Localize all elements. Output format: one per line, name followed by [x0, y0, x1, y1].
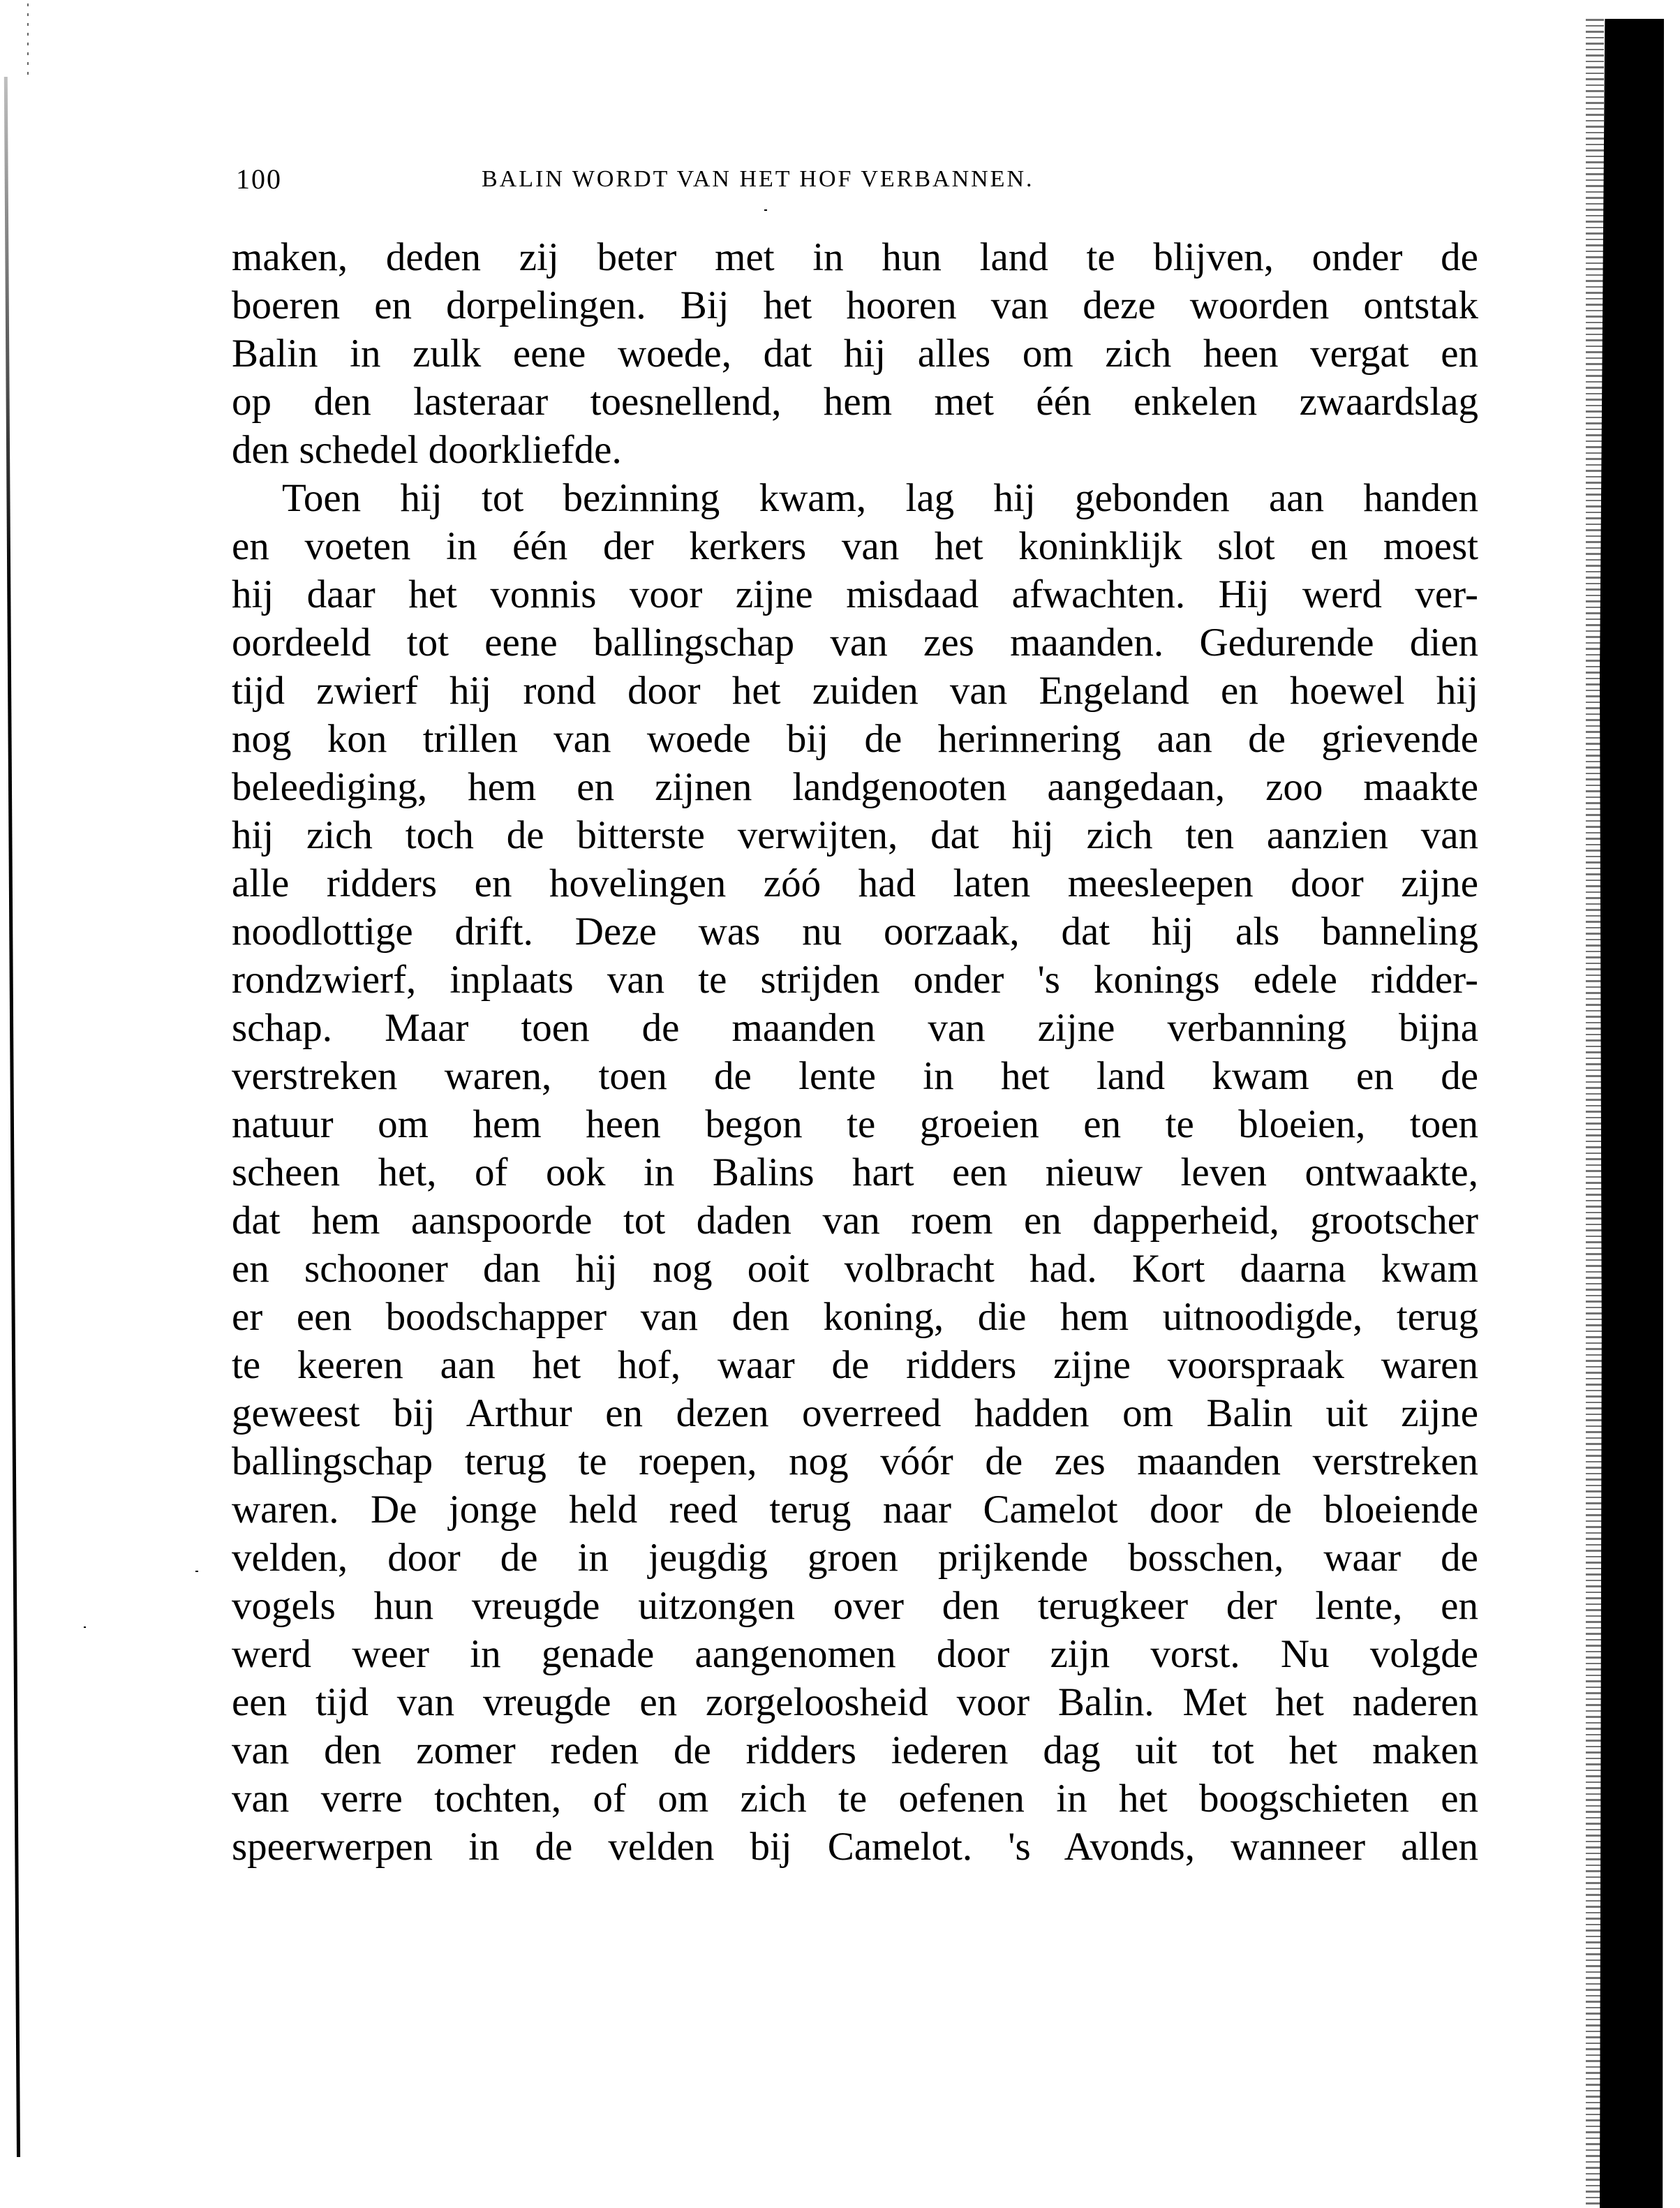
scan-left-edge-line: [4, 77, 20, 2157]
page-header: [236, 162, 1478, 197]
text-line: een tijd van vreugde en zorgeloosheid voor Balin. Met het naderen: [232, 1680, 1478, 1724]
text-line: vogels hun vreugde uitzongen over den terugkeer der lente, en: [232, 1584, 1478, 1628]
stray-mark: [84, 1627, 86, 1628]
text-line: Balin in zulk eene woede, dat hij alles om zich heen vergat en: [232, 332, 1478, 376]
text-line: van den zomer reden de ridders iederen dag uit tot het maken: [232, 1728, 1478, 1772]
text-line: er een boodschapper van den koning, die hem uitnoodigde, terug: [232, 1295, 1478, 1339]
text-line: oordeeld tot eene ballingschap van zes maanden. Gedurende dien: [232, 621, 1478, 665]
text-line: schap. Maar toen de maanden van zijne verbanning bijna: [232, 1006, 1478, 1050]
text-line: verstreken waren, toen de lente in het land kwam en de: [232, 1054, 1478, 1098]
text-line: boeren en dorpelingen. Bij het hooren van deze woorden ontstak: [232, 283, 1478, 327]
stray-mark: [764, 209, 767, 211]
scan-right-edge-bar: [1600, 19, 1664, 2208]
scan-left-edge-faint: [27, 3, 29, 80]
text-line: waren. De jonge held reed terug naar Camelot door de bloeiende: [232, 1488, 1478, 1532]
page-number: 100: [236, 163, 282, 195]
text-line-paragraph-start: Toen hij tot bezinning kwam, lag hij gebonden aan handen: [282, 476, 1478, 520]
text-line: ballingschap terug te roepen, nog vóór de zes maanden verstreken: [232, 1439, 1478, 1483]
text-line: noodlottige drift. Deze was nu oorzaak, dat hij als banneling: [232, 910, 1478, 954]
text-line: nog kon trillen van woede bij de herinnering aan de grievende: [232, 717, 1478, 761]
text-line: alle ridders en hovelingen zóó had laten meesleepen door zijne: [232, 861, 1478, 905]
text-line: speerwerpen in de velden bij Camelot. 's Avonds, wanneer allen: [232, 1825, 1478, 1869]
stray-mark: [195, 1571, 198, 1572]
text-line: maken, deden zij beter met in hun land te blijven, onder de: [232, 235, 1478, 279]
text-line: rondzwierf, inplaats van te strijden onder 's konings edele ridder-: [232, 958, 1478, 1002]
text-line: van verre tochten, of om zich te oefenen in het boogschieten en: [232, 1777, 1478, 1821]
running-head: BALIN WORDT VAN HET HOF VERBANNEN.: [482, 166, 1034, 192]
text-line: werd weer in genade aangenomen door zijn vorst. Nu volgde: [232, 1632, 1478, 1676]
text-line: tijd zwierf hij rond door het zuiden van Engeland en hoewel hij: [232, 669, 1478, 713]
text-line: natuur om hem heen begon te groeien en te bloeien, toen: [232, 1102, 1478, 1146]
text-line: dat hem aanspoorde tot daden van roem en dapperheid, grootscher: [232, 1199, 1478, 1243]
text-line: en voeten in één der kerkers van het koninklijk slot en moest: [232, 524, 1478, 568]
body-text: [232, 233, 1478, 1871]
text-line: hij zich toch de bitterste verwijten, dat hij zich ten aanzien van: [232, 813, 1478, 857]
text-line: hij daar het vonnis voor zijne misdaad afwachten. Hij werd ver-: [232, 572, 1478, 616]
text-line: en schooner dan hij nog ooit volbracht had. Kort daarna kwam: [232, 1247, 1478, 1291]
text-line: scheen het, of ook in Balins hart een nieuw leven ontwaakte,: [232, 1150, 1478, 1194]
text-line: velden, door de in jeugdig groen prijkende bosschen, waar de: [232, 1536, 1478, 1580]
text-line: beleediging, hem en zijnen landgenooten aangedaan, zoo maakte: [232, 765, 1478, 809]
text-line: geweest bij Arthur en dezen overreed hadden om Balin uit zijne: [232, 1391, 1478, 1435]
text-line: op den lasteraar toesnellend, hem met één enkelen zwaardslag: [232, 380, 1478, 424]
text-line-paragraph-end: den schedel doorkliefde.: [232, 428, 622, 472]
text-line: te keeren aan het hof, waar de ridders zijne voorspraak waren: [232, 1343, 1478, 1387]
